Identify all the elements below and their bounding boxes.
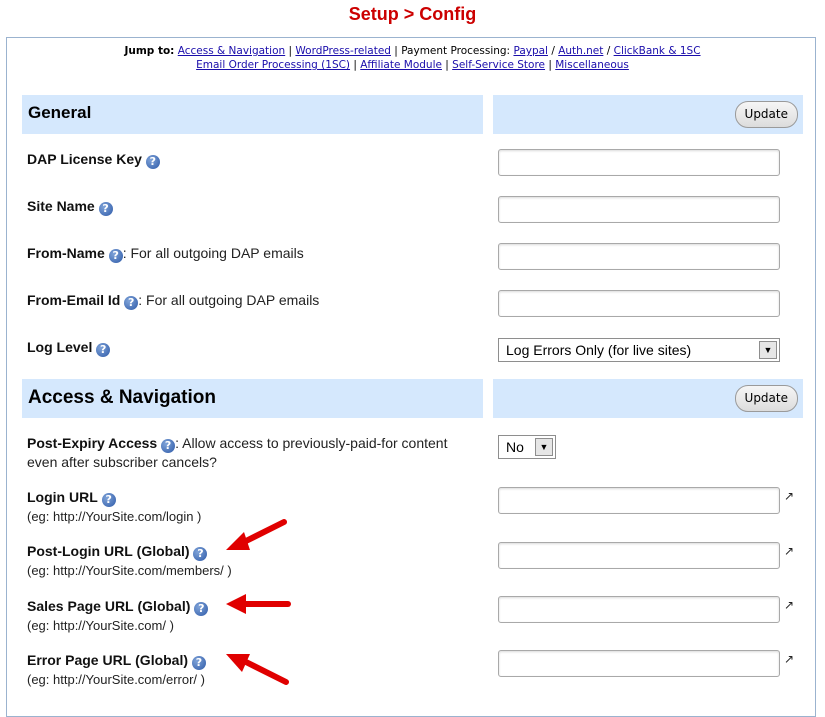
question-mark-icon[interactable]: ?: [99, 202, 113, 216]
access-update-button[interactable]: Update: [735, 385, 798, 412]
login-url-label: Login URL: [27, 489, 98, 505]
external-link-icon[interactable]: ↗: [784, 489, 795, 503]
external-link-icon[interactable]: ↗: [784, 598, 795, 612]
red-arrow-icon: [222, 516, 288, 554]
sales-page-url-example: (eg: http://YourSite.com/ ): [27, 618, 174, 633]
from-name-row: [27, 244, 304, 263]
post-expiry-select[interactable]: [498, 435, 556, 459]
login-url-input[interactable]: [498, 487, 780, 514]
error-page-url-label: Error Page URL: [27, 652, 132, 668]
question-mark-icon[interactable]: ?: [193, 547, 207, 561]
log-level-value: Log Errors Only (for live sites): [506, 342, 692, 358]
license-key-label: DAP License Key: [27, 151, 142, 167]
error-page-scope: (Global): [135, 652, 189, 668]
login-url-row: [27, 488, 201, 526]
jump-link-wordpress[interactable]: WordPress-related: [295, 45, 391, 57]
general-section-header: [22, 95, 483, 134]
jump-link-authnet[interactable]: Auth.net: [558, 45, 604, 57]
post-expiry-description-line2: even after subscriber cancels?: [27, 454, 217, 470]
jump-link-self-service[interactable]: Self-Service Store: [452, 59, 546, 71]
jump-link-access[interactable]: Access & Navigation: [177, 45, 286, 57]
general-section-title: General: [28, 103, 92, 122]
error-page-url-input[interactable]: [498, 650, 780, 677]
sales-page-url-input[interactable]: [498, 596, 780, 623]
question-mark-icon[interactable]: ?: [192, 656, 206, 670]
general-update-button[interactable]: Update: [735, 101, 798, 128]
access-section-title: Access & Navigation: [28, 387, 216, 408]
error-page-url-example: (eg: http://YourSite.com/error/ ): [27, 672, 205, 687]
external-link-icon[interactable]: ↗: [784, 652, 795, 666]
external-link-icon[interactable]: ↗: [784, 544, 795, 558]
post-login-url-row: [27, 542, 232, 580]
from-email-label: From-Email Id: [27, 292, 121, 308]
post-expiry-row: [27, 434, 447, 471]
license-key-row: [27, 150, 160, 169]
red-arrow-icon: [224, 650, 290, 686]
dropdown-arrow-icon[interactable]: ▼: [535, 438, 553, 456]
jump-link-affiliate[interactable]: Affiliate Module: [360, 59, 442, 71]
post-login-url-label: Post-Login URL: [27, 543, 133, 559]
site-name-input[interactable]: [498, 196, 780, 223]
post-login-url-example: (eg: http://YourSite.com/members/ ): [27, 563, 232, 578]
post-expiry-description: : Allow access to previously-paid-for content: [175, 435, 448, 451]
jump-label: Jump to:: [124, 45, 175, 57]
access-update-bar: [493, 379, 803, 418]
from-name-input[interactable]: [498, 243, 780, 270]
from-name-label: From-Name: [27, 245, 105, 261]
site-name-row: [27, 197, 113, 216]
log-level-label: Log Level: [27, 339, 93, 355]
dropdown-arrow-icon[interactable]: ▼: [759, 341, 777, 359]
post-expiry-value: No: [506, 439, 524, 455]
jump-links: Jump to: Access & Navigation | WordPress-related | Payment Processing: Paypal / Auth.net / ClickBank & 1SC Email Order Processing (1SC) | Affiliate Module | Self-Service Store | Miscellaneous: [124, 45, 701, 71]
login-url-example: (eg: http://YourSite.com/login ): [27, 509, 202, 524]
jump-link-clickbank[interactable]: ClickBank & 1SC: [613, 45, 701, 57]
sales-page-url-row: [27, 597, 208, 635]
post-expiry-label: Post-Expiry Access: [27, 435, 158, 451]
sales-page-scope: (Global): [137, 598, 191, 614]
post-login-url-input[interactable]: [498, 542, 780, 569]
error-page-url-row: [27, 651, 206, 689]
post-login-scope: (Global): [136, 543, 190, 559]
from-email-input[interactable]: [498, 290, 780, 317]
from-email-row: [27, 291, 319, 310]
payment-processing-label: Payment Processing:: [401, 45, 511, 57]
red-arrow-icon: [222, 592, 292, 618]
jump-link-paypal[interactable]: Paypal: [513, 45, 548, 57]
site-name-label: Site Name: [27, 198, 95, 214]
access-section-header: [22, 379, 483, 418]
question-mark-icon[interactable]: ?: [109, 249, 123, 263]
question-mark-icon[interactable]: ?: [194, 602, 208, 616]
sales-page-url-label: Sales Page URL: [27, 598, 134, 614]
license-key-input[interactable]: [498, 149, 780, 176]
question-mark-icon[interactable]: ?: [124, 296, 138, 310]
from-email-description: : For all outgoing DAP emails: [138, 292, 320, 308]
log-level-select[interactable]: [498, 338, 780, 362]
general-update-bar: [493, 95, 803, 134]
question-mark-icon[interactable]: ?: [102, 493, 116, 507]
question-mark-icon[interactable]: ?: [161, 439, 175, 453]
from-name-description: : For all outgoing DAP emails: [122, 245, 304, 261]
question-mark-icon[interactable]: ?: [146, 155, 160, 169]
jump-link-misc[interactable]: Miscellaneous: [555, 59, 629, 71]
question-mark-icon[interactable]: ?: [96, 343, 110, 357]
page-title: Setup > Config: [348, 4, 477, 24]
jump-link-email-order[interactable]: Email Order Processing (1SC): [196, 59, 351, 71]
log-level-row: [27, 338, 110, 357]
